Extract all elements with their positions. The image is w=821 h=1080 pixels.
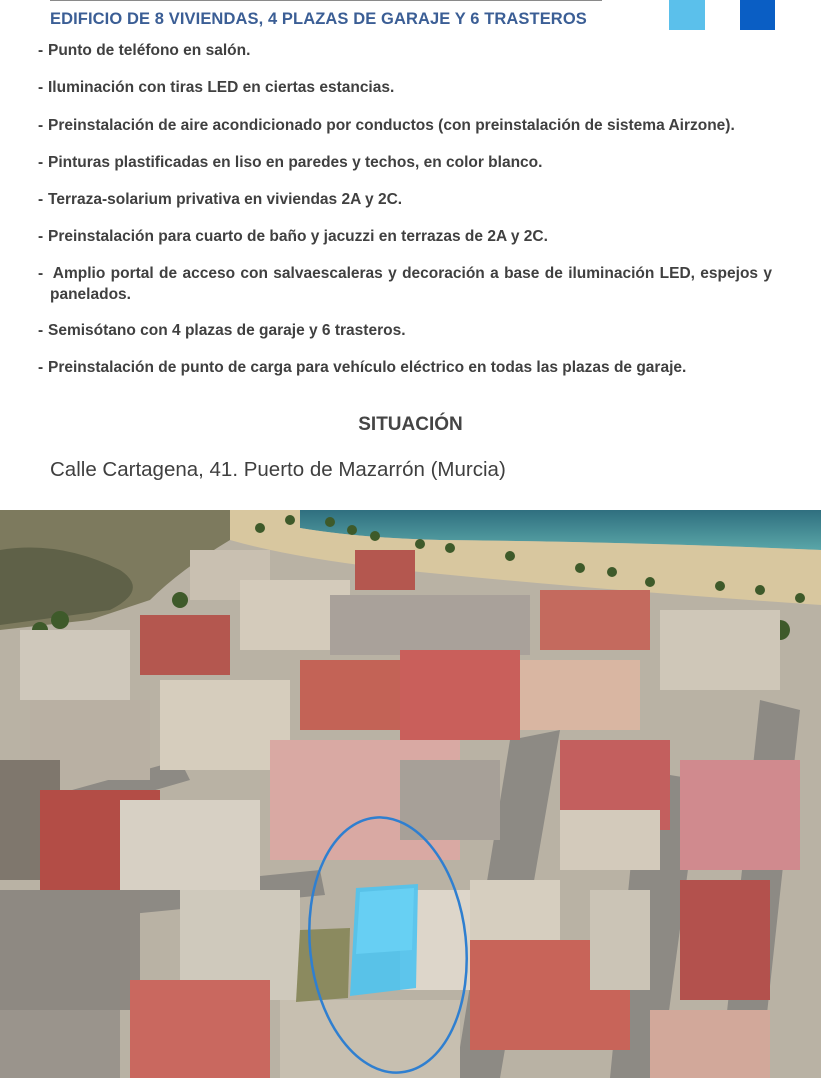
empty-lot	[296, 928, 350, 1002]
highlighted-plot-roof	[356, 888, 414, 954]
list-dash: -	[38, 359, 44, 376]
situation-heading: SITUACIÓN	[358, 414, 463, 435]
list-dash: -	[38, 154, 44, 171]
address-text: Calle Cartagena, 41. Puerto de Mazarrón (Murcia)	[50, 458, 506, 481]
list-dash: -	[38, 42, 44, 59]
aerial-photo	[0, 510, 821, 1078]
feature-item	[38, 320, 406, 341]
list-dash: -	[38, 265, 44, 282]
feature-text: Terraza-solarium privativa en viviendas 2A y 2C.	[48, 191, 403, 208]
brand-square-dark	[740, 0, 775, 30]
list-dash: -	[38, 191, 44, 208]
feature-text: Iluminación con tiras LED en ciertas estancias.	[48, 79, 395, 96]
feature-text: Punto de teléfono en salón.	[48, 42, 251, 59]
feature-text-line2: panelados.	[50, 286, 131, 303]
list-dash: -	[38, 79, 44, 96]
feature-item	[38, 40, 250, 61]
feature-item	[38, 189, 402, 210]
document-title: EDIFICIO DE 8 VIVIENDAS, 4 PLAZAS DE GARAJE Y 6 TRASTEROS	[50, 10, 587, 28]
feature-item	[38, 152, 542, 173]
feature-text: Semisótano con 4 plazas de garaje y 6 trasteros.	[48, 322, 406, 339]
brand-square-light	[669, 0, 705, 30]
feature-text: Preinstalación para cuarto de baño y jacuzzi en terrazas de 2A y 2C.	[48, 228, 548, 245]
header-rule	[50, 0, 602, 1]
feature-text-line1	[38, 263, 772, 284]
list-dash: -	[38, 228, 44, 245]
feature-item	[38, 77, 394, 98]
list-dash: -	[38, 322, 44, 339]
feature-text: Preinstalación de punto de carga para vehículo eléctrico en todas las plazas de garaje.	[48, 359, 687, 376]
feature-item	[38, 263, 772, 305]
feature-text: Pinturas plastificadas en liso en paredes y techos, en color blanco.	[48, 154, 543, 171]
feature-text: Preinstalación de aire acondicionado por conductos (con preinstalación de sistema Airzone).	[48, 117, 735, 134]
feature-item	[38, 115, 735, 136]
feature-item	[38, 226, 548, 247]
feature-text: Amplio portal de acceso con salvaescaleras y decoración a base de iluminación LED, espejos y	[52, 265, 772, 282]
feature-item	[38, 357, 686, 378]
list-dash: -	[38, 117, 44, 134]
